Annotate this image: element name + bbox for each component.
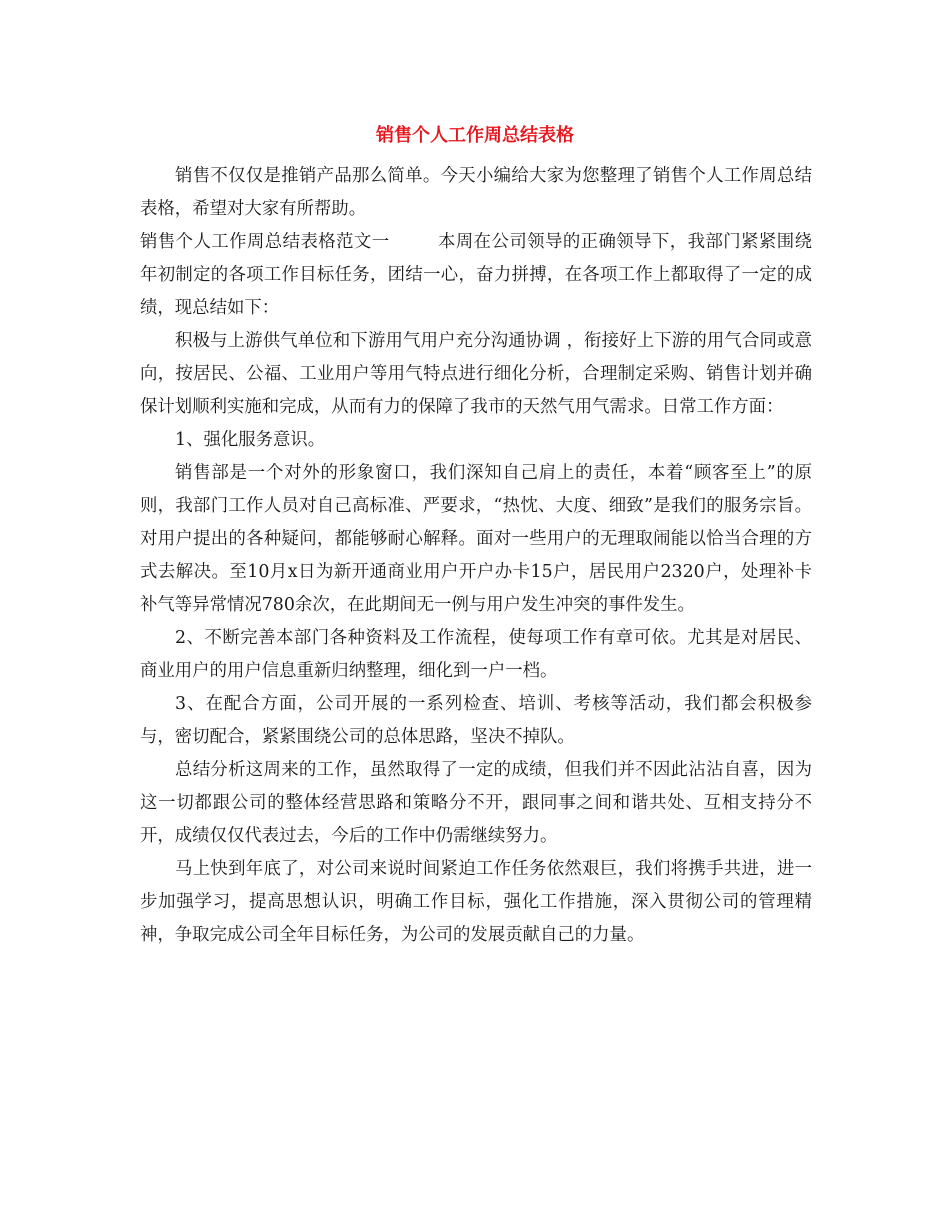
document-title: 销售个人工作周总结表格 <box>376 125 574 146</box>
intro-paragraph: 销售不仅仅是推销产品那么简单。今天小编给大家为您整理了销售个人工作周总结表格，希望对大家有所帮助。 <box>140 166 812 219</box>
example-opening: 本周在公司领导的正确领导下，我部门紧紧围绕年初制定的各项工作目标任务，团结一心，奋力拼搏，在各项工作上都取得了一定的成绩，现总结如下： <box>140 232 812 318</box>
item1-heading: 1、强化服务意识。 <box>175 430 326 450</box>
summary-paragraph: 总结分析这周来的工作，虽然取得了一定的成绩，但我们并不因此沾沾自喜，因为这一切都跟公司的整体经营思路和策略分不开，跟同事之间和谐共处、互相支持分不开，成绩仅仅代表过去，今后的工作中仍需继续努力。 <box>140 760 812 846</box>
example-paragraph <box>140 226 812 325</box>
closing-paragraph: 马上快到年底了，对公司来说时间紧迫工作任务依然艰巨，我们将携手共进，进一步加强学习，提高思想认识，明确工作目标，强化工作措施，深入贯彻公司的管理精神，争取完成公司全年目标任务，为公司的发展贡献自己的力量。 <box>140 859 812 945</box>
item2-paragraph: 2、不断完善本部门各种资料及工作流程，使每项工作有章可依。尤其是对居民、商业用户的用户信息重新归纳整理，细化到一户一档。 <box>140 628 812 681</box>
example-heading: 销售个人工作周总结表格范文一 <box>140 232 390 252</box>
item1-paragraph: 销售部是一个对外的形象窗口，我们深知自己肩上的责任，本着“顾客至上”的原则，我部门工作人员对自己高标准、严要求，“热忱、大度、细致”是我们的服务宗旨。对用户提出的各种疑问，都能够耐心解释。面对一些用户的无理取闹能以恰当合理的方式去解决。至10月x日为新开通商业用户开户办卡15户，居民用户2320户，处理补卡补气等异常情况780余次，在此期间无一例与用户发生冲突的事件发生。 <box>140 463 812 615</box>
document-body <box>140 160 812 952</box>
coordination-paragraph: 积极与上游供气单位和下游用气用户充分沟通协调 ，衔接好上下游的用气合同或意向，按居民、公福、工业用户等用气特点进行细化分析，合理制定采购、销售计划并确保计划顺利实施和完成，从而有力的保障了我市的天然气用气需求。日常工作方面： <box>140 331 812 417</box>
item3-paragraph: 3、在配合方面，公司开展的一系列检查、培训、考核等活动，我们都会积极参与，密切配合，紧紧围绕公司的总体思路，坚决不掉队。 <box>140 694 812 747</box>
